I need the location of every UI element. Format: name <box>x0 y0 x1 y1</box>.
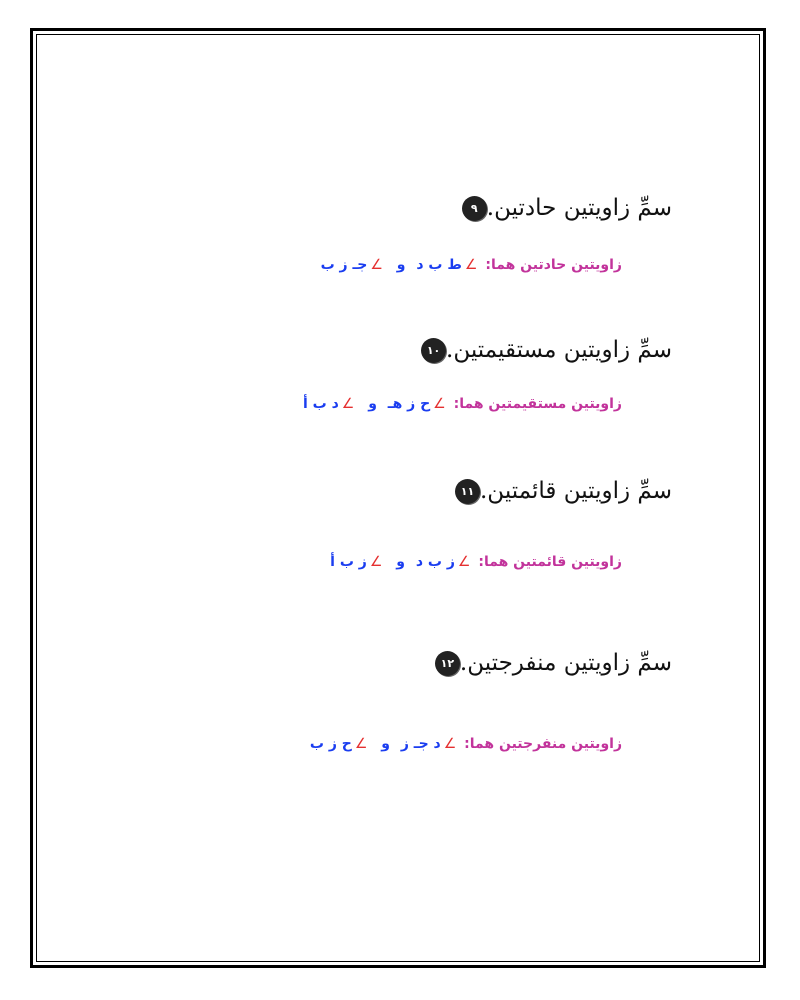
angle-name: ح ز ب <box>309 736 352 752</box>
answer-label: زاويتين قائمتين هما: <box>478 554 622 570</box>
angle-icon: ∠ <box>341 396 355 412</box>
question-number-badge: ١٠ <box>421 338 446 363</box>
angle-icon: ∠ <box>369 554 383 570</box>
angle-icon: ∠ <box>457 554 471 570</box>
question-12 <box>427 650 672 676</box>
question-10 <box>413 337 672 363</box>
angle-icon: ∠ <box>464 257 478 273</box>
answer-12 <box>310 736 622 752</box>
angle-icon: ∠ <box>354 736 368 752</box>
conjunction: و <box>368 396 377 412</box>
question-number-badge: ١١ <box>455 479 480 504</box>
answer-label: زاويتين مستقيمتين هما: <box>453 396 622 412</box>
question-number-badge: ١٢ <box>435 651 460 676</box>
conjunction: و <box>381 736 390 752</box>
angle-name: ط ب د <box>416 257 462 273</box>
conjunction: و <box>396 257 406 273</box>
angle-icon: ∠ <box>433 396 446 412</box>
answer-label: زاويتين حادتين هما: <box>485 257 622 273</box>
angle-name: د جـ ز <box>400 736 441 752</box>
answer-11 <box>330 554 622 570</box>
angle-name: ح ز هـ <box>387 396 431 412</box>
angle-name: ز ب د <box>415 554 455 570</box>
answer-label: زاويتين منفرجتين هما: <box>464 736 622 752</box>
angle-icon: ∠ <box>370 257 383 273</box>
question-text: سمِّ زاويتين مستقيمتين. <box>446 337 672 363</box>
question-9 <box>454 195 672 221</box>
question-text: سمِّ زاويتين منفرجتين. <box>459 650 672 676</box>
angle-name: ز ب أ <box>330 554 367 570</box>
question-text: سمِّ زاويتين حادتين. <box>486 195 672 221</box>
angle-name: جـ ز ب <box>320 257 368 273</box>
conjunction: و <box>396 554 405 570</box>
question-text: سمِّ زاويتين قائمتين. <box>480 478 672 504</box>
angle-name: د ب أ <box>302 396 339 412</box>
question-number-badge: ٩ <box>462 196 487 221</box>
answer-10 <box>303 396 622 412</box>
answer-9 <box>321 257 622 273</box>
angle-icon: ∠ <box>443 736 457 752</box>
question-11 <box>447 478 672 504</box>
